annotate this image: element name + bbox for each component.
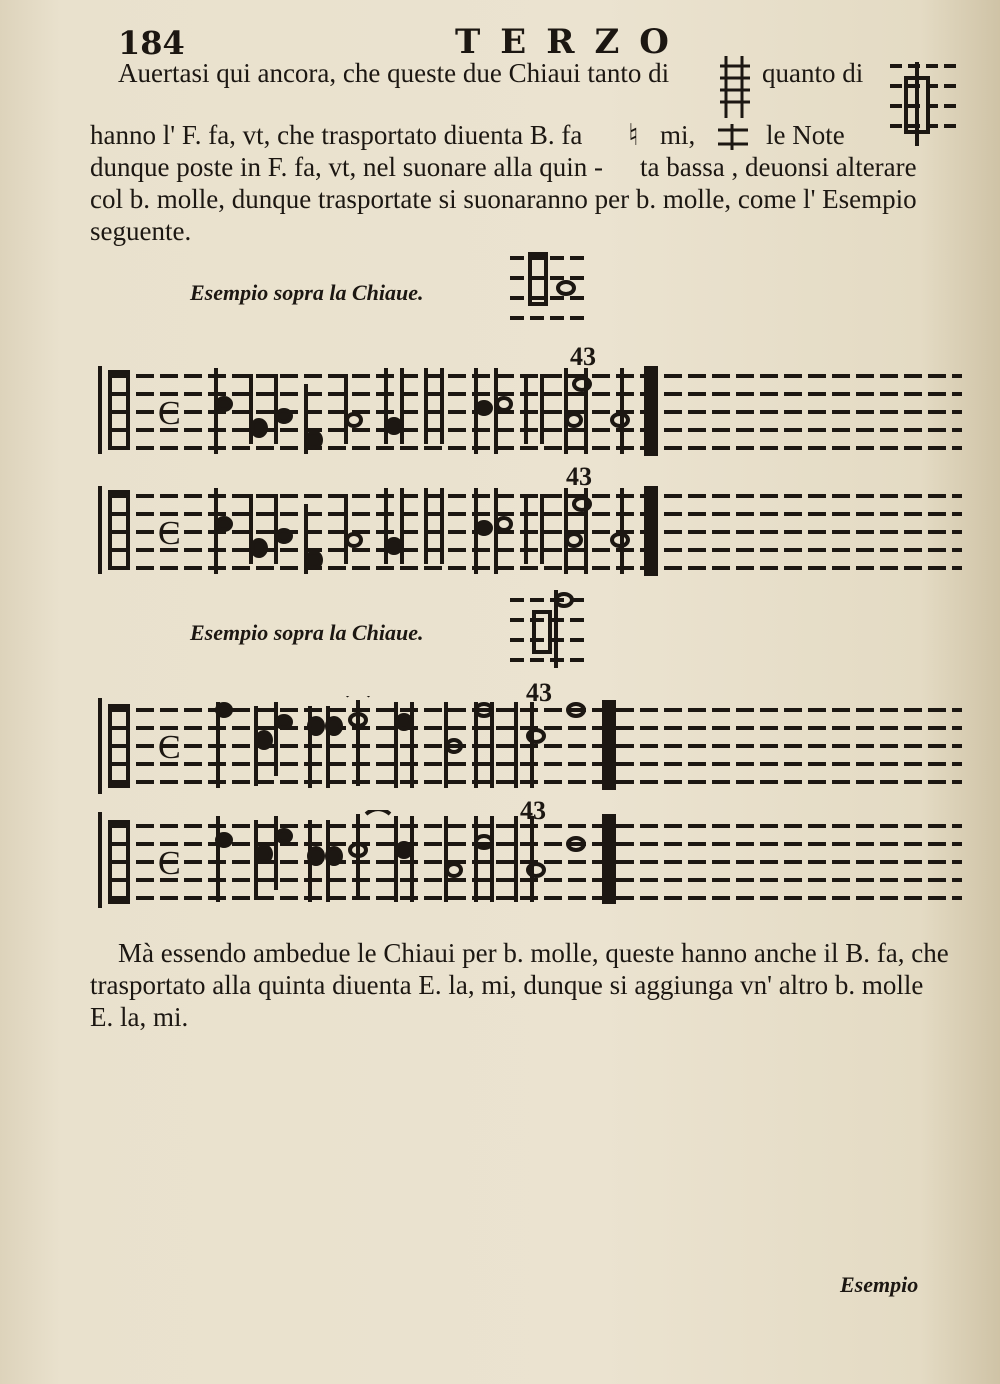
svg-text:C: C [158, 845, 181, 882]
key-signature-icon [508, 588, 592, 672]
example-label: Esempio sopra la Chiaue. [190, 280, 424, 305]
text-line: col b. molle, dunque trasportate si suonaranno per b. molle, come l' Esempio [90, 184, 917, 214]
svg-text:C: C [158, 729, 181, 766]
natural-sign-icon: ♮ [628, 118, 639, 153]
running-title: TERZO [455, 22, 689, 62]
text-line: quanto di [762, 58, 864, 88]
example-label: Esempio sopra la Chiaue. [190, 620, 424, 645]
key-signature-icon [508, 248, 588, 332]
text-line: seguente. [90, 216, 192, 246]
text-line: le Note [766, 120, 845, 150]
figured-bass-number: 43 [570, 342, 596, 371]
text-line: Mà essendo ambedue le Chiaui per b. molle, queste hanno anche il B. fa, che [118, 938, 949, 968]
clef-glyph-icon [888, 58, 962, 150]
page-number: 184 [118, 24, 185, 62]
clef-glyph-icon [718, 52, 754, 122]
catchword: Esempio [840, 1272, 919, 1297]
text-line: trasportato alla quinta diuenta E. la, mi, dunque si aggiunga vn' altro b. molle [90, 970, 924, 1000]
figured-bass-number: 43 [526, 678, 552, 707]
music-staff [96, 364, 968, 456]
text-line: mi, [660, 120, 696, 150]
clef-glyph-icon [716, 122, 750, 152]
music-staff [96, 810, 968, 910]
text-line: E. la, mi. [90, 1002, 189, 1032]
text-line: ta bassa , deuonsi alterare [640, 152, 917, 182]
music-staff [96, 484, 968, 576]
figured-bass-number: 43 [566, 462, 592, 491]
text-line: Auertasi qui ancora, che queste due Chiaui tanto di [118, 58, 670, 88]
text-line: dunque poste in F. fa, vt, nel suonare alla quin - [90, 152, 603, 182]
figured-bass-number: 43 [520, 796, 546, 825]
text-line: hanno l' F. fa, vt, che trasportato diuenta B. fa [90, 120, 583, 150]
svg-text:C: C [158, 515, 181, 552]
svg-text:C: C [158, 395, 181, 432]
music-staff [96, 696, 968, 796]
